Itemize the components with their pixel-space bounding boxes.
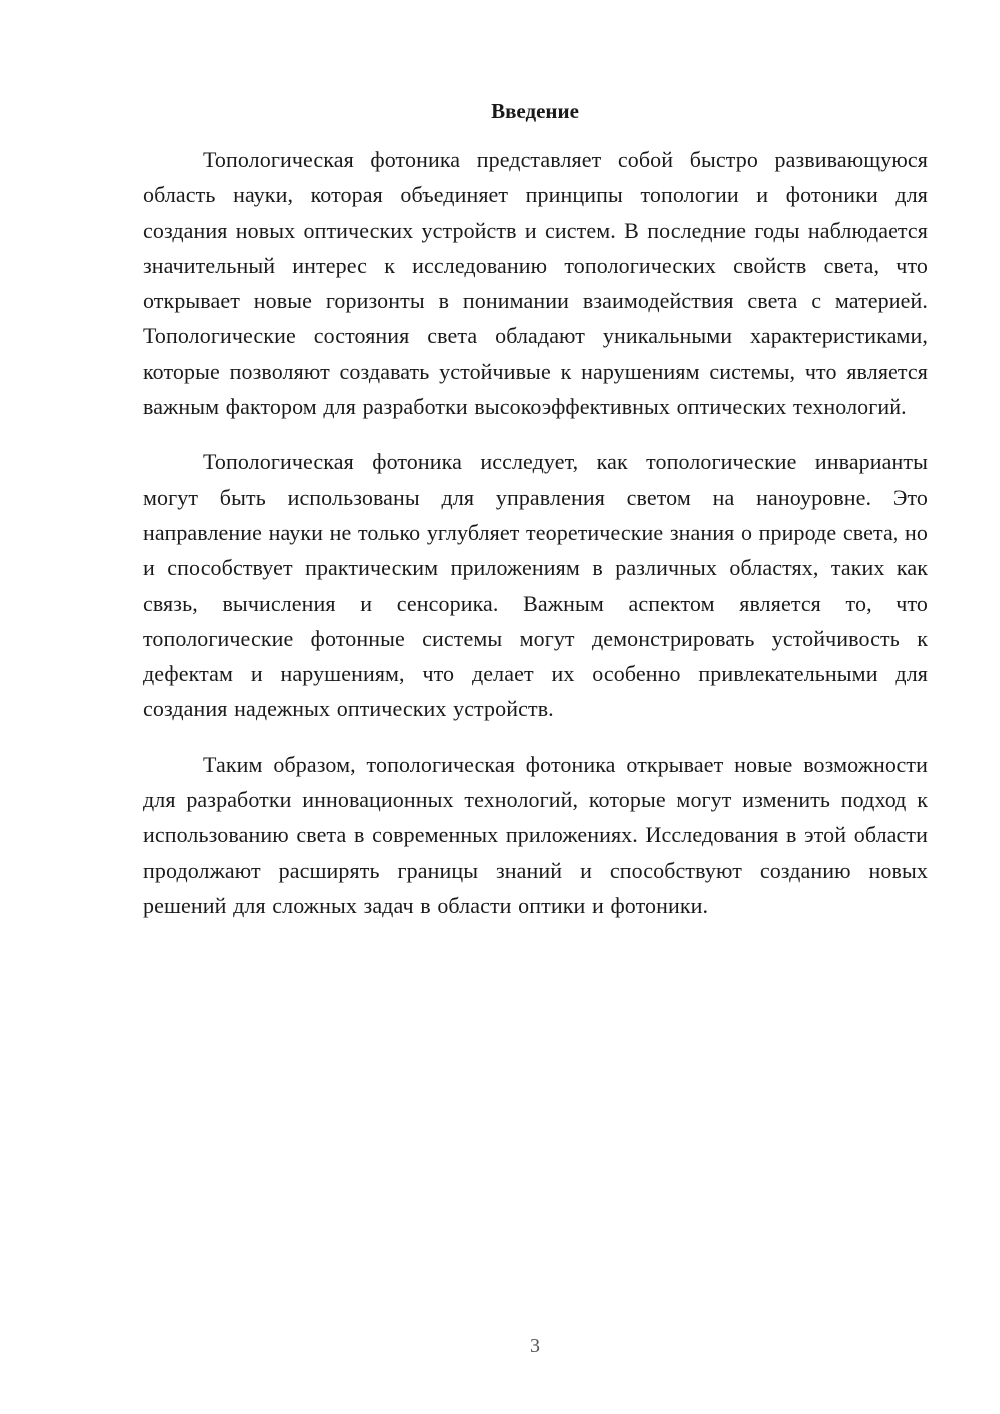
body-text [143, 142, 928, 943]
paragraph-1: Топологическая фотоника представляет собой быстро развивающуюся область науки, которая объединяет принципы топологии и фотоники для создания новых оптических устройств и систем. В последние годы наблюдается значительный интерес к исследованию топологических свойств света, что открывает новые горизонты в понимании взаимодействия света с материей. Топологические состояния света обладают уникальными характеристиками, которые позволяют создавать устойчивые к нарушениям системы, что является важным фактором для разработки высокоэффективных оптических технологий. [143, 147, 928, 420]
paragraph-2: Топологическая фотоника исследует, как топологические инварианты могут быть использованы для управления светом на наноуровне. Это направление науки не только углубляет теоретические знания о природе света, но и способствует практическим приложениям в различных областях, таких как связь, вычисления и сенсорика. Важным аспектом является то, что топологические фотонные системы могут демонстрировать устойчивость к дефектам и нарушениям, что делает их особенно привлекательными для создания надежных оптических устройств. [143, 449, 928, 722]
page-title: Введение [491, 99, 579, 123]
page-number: 3 [530, 1335, 540, 1357]
paragraph-3: Таким образом, топологическая фотоника открывает новые возможности для разработки инновационных технологий, которые могут изменить подход к использованию света в современных приложениях. Исследования в этой области продолжают расширять границы знаний и способствуют созданию новых решений для сложных задач в области оптики и фотоники. [143, 751, 928, 918]
